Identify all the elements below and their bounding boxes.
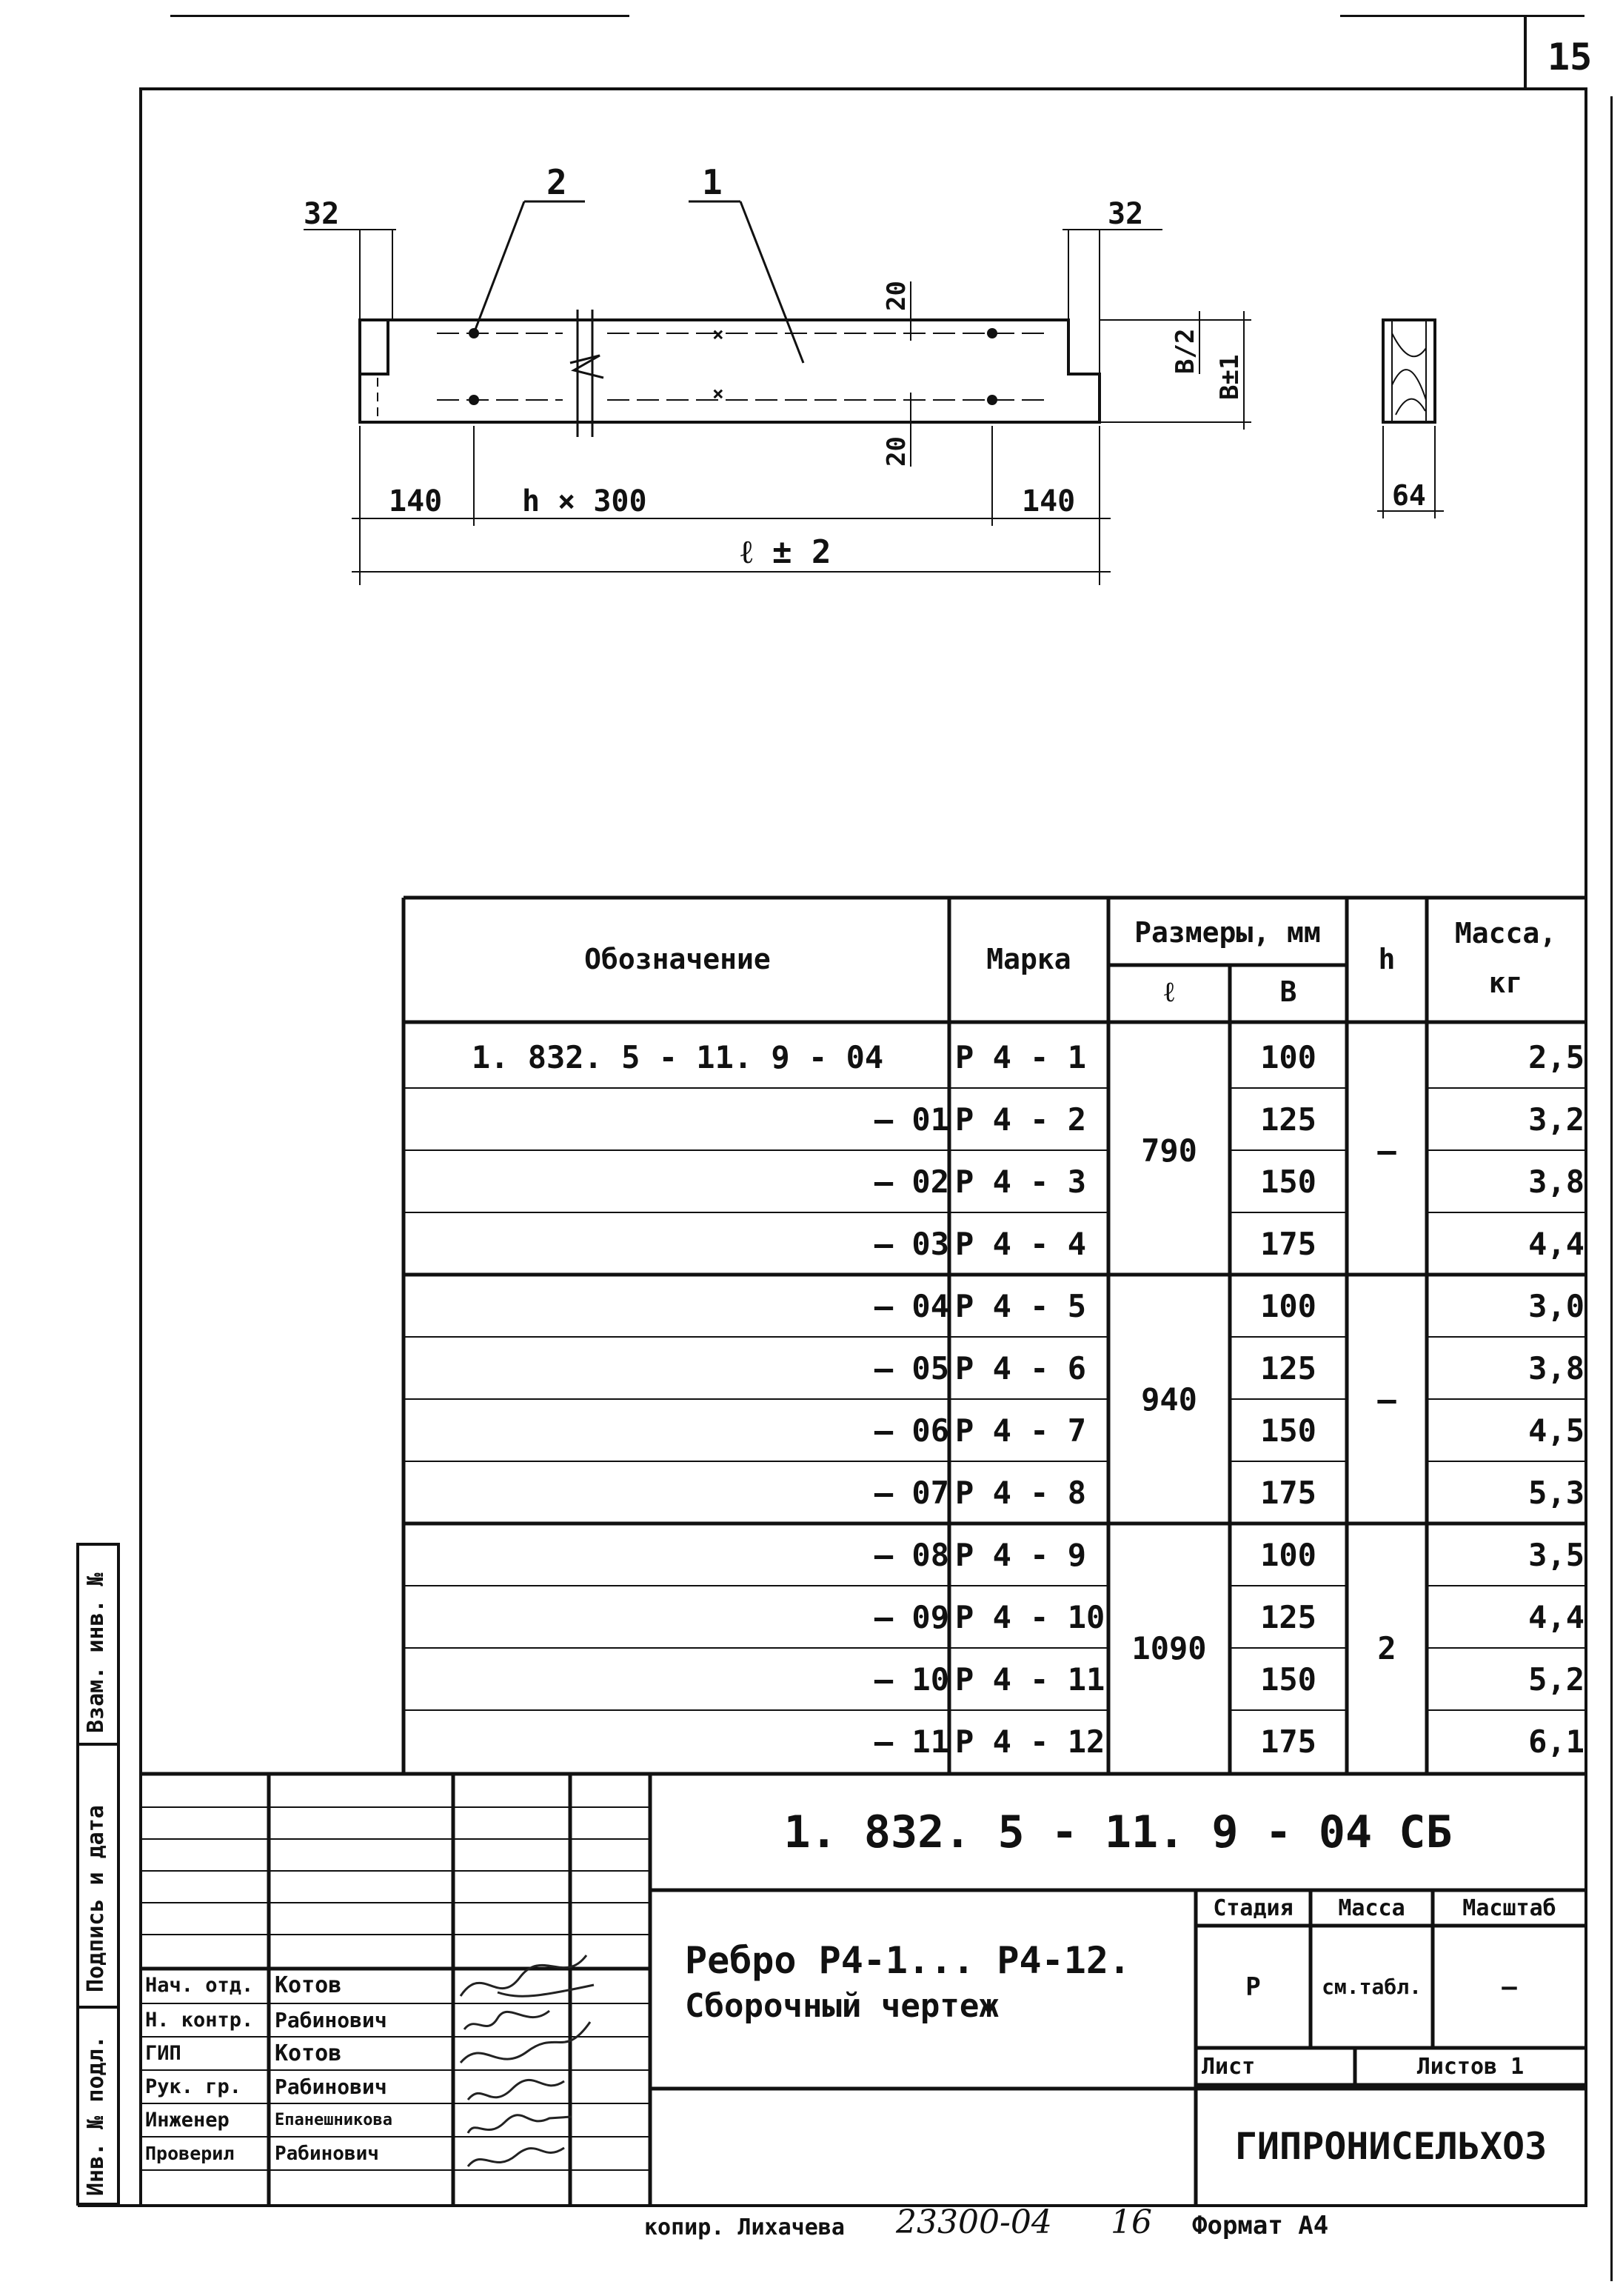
row-7-mark: Р 4 - 7 (955, 1412, 1087, 1449)
row-12-mark: Р 4 - 12 (955, 1723, 1105, 1760)
signature-1 (461, 1955, 594, 1996)
staff-role-6: Проверил (145, 2143, 235, 2164)
staff-role-2: Н. контр. (145, 2009, 254, 2032)
side-stamp-replace-inv: Взам. инв. № (83, 1572, 109, 1733)
side-stamp-inv-sub: Инв. № подл. (83, 2035, 109, 2196)
page-number: 15 (1547, 36, 1593, 79)
row-7-b: 150 (1260, 1412, 1316, 1449)
mass-value: см.табл. (1322, 1975, 1422, 1999)
row-1-designation: 1. 832. 5 - 11. 9 - 04 (471, 1038, 884, 1075)
dim-end-right: 140 (1022, 484, 1076, 518)
group-2-l: 940 (1141, 1381, 1197, 1418)
dim-top-gap: 20 (882, 281, 911, 311)
dim-width: B±1 (1215, 354, 1245, 400)
organization: ГИПРОНИСЕЛЬХОЗ (1234, 2125, 1547, 2168)
callout-1: 1 (702, 162, 723, 202)
row-2-mark: Р 4 - 2 (955, 1101, 1087, 1138)
order-number: 23300-04 (896, 2203, 1052, 2241)
staff-role-3: ГИП (145, 2042, 181, 2065)
staff-name-4: Рабинович (275, 2075, 387, 2099)
header-mark: Марка (986, 943, 1071, 975)
row-9-mass: 3,5 (1528, 1536, 1584, 1573)
header-mass: Масса, (1454, 917, 1557, 950)
row-7-mass: 4,5 (1528, 1412, 1584, 1449)
row-2-mass: 3,2 (1528, 1101, 1584, 1138)
row-12-designation: — 11 (874, 1723, 949, 1760)
row-9-mark: Р 4 - 9 (955, 1536, 1087, 1573)
row-3-mark: Р 4 - 3 (955, 1163, 1087, 1200)
row-11-mark: Р 4 - 11 (955, 1661, 1105, 1698)
staff-role-5: Инженер (145, 2109, 230, 2132)
row-11-designation: — 10 (874, 1661, 949, 1698)
signature-6 (468, 2148, 564, 2166)
row-10-b: 125 (1260, 1598, 1316, 1635)
copy-number: 16 (1111, 2203, 1152, 2241)
sheets-count: Листов 1 (1416, 2053, 1525, 2080)
row-3-designation: — 02 (874, 1163, 949, 1200)
row-6-mass: 3,8 (1528, 1349, 1584, 1386)
row-1-b: 100 (1260, 1038, 1316, 1075)
dim-thickness: 64 (1392, 479, 1426, 512)
dim-half-width: B/2 (1171, 328, 1200, 374)
format-label: Формат А4 (1192, 2211, 1329, 2240)
dim-left-offset: 32 (304, 197, 340, 231)
group-1-h: — (1377, 1132, 1396, 1169)
row-8-mass: 5,3 (1528, 1474, 1584, 1511)
group-3-l: 1090 (1131, 1629, 1207, 1666)
row-4-designation: — 03 (874, 1225, 949, 1262)
signature-5 (468, 2115, 572, 2133)
row-8-mark: Р 4 - 8 (955, 1474, 1087, 1511)
row-8-designation: — 07 (874, 1474, 949, 1511)
row-10-designation: — 09 (874, 1598, 949, 1635)
svg-text:×: × (712, 383, 724, 405)
stage-label: Стадия (1213, 1895, 1294, 1921)
row-3-b: 150 (1260, 1163, 1316, 1200)
header-h: h (1378, 943, 1396, 975)
staff-name-5: Епанешникова (275, 2111, 392, 2129)
dim-length: ℓ ± 2 (740, 533, 831, 571)
row-2-b: 125 (1260, 1101, 1316, 1138)
dim-bottom-gap: 20 (882, 436, 911, 467)
group-1-l: 790 (1141, 1132, 1197, 1169)
row-11-b: 150 (1260, 1661, 1316, 1698)
row-5-mark: Р 4 - 5 (955, 1287, 1087, 1324)
copied-by: копир. Лихачева (644, 2215, 845, 2240)
header-l: ℓ (1163, 975, 1175, 1008)
row-11-mass: 5,2 (1528, 1661, 1584, 1698)
staff-name-3: Котов (275, 2040, 342, 2066)
row-9-b: 100 (1260, 1536, 1316, 1573)
svg-text:×: × (712, 324, 724, 346)
staff-role-4: Рук. гр. (145, 2075, 242, 2098)
row-6-mark: Р 4 - 6 (955, 1349, 1087, 1386)
dim-end-left: 140 (389, 484, 443, 518)
row-1-mass: 2,5 (1528, 1038, 1584, 1075)
row-1-mark: Р 4 - 1 (955, 1038, 1087, 1075)
staff-role-1: Нач. отд. (145, 1974, 254, 1997)
row-8-b: 175 (1260, 1474, 1316, 1511)
row-6-designation: — 05 (874, 1349, 949, 1386)
row-3-mass: 3,8 (1528, 1163, 1584, 1200)
group-2-h: — (1377, 1381, 1396, 1418)
title-line-2: Сборочный чертеж (685, 1987, 999, 2025)
drawing-title (685, 1937, 1131, 2027)
group-3-h: 2 (1377, 1629, 1396, 1666)
signature-2 (464, 2011, 549, 2029)
doc-code: 1. 832. 5 - 11. 9 - 04 СБ (783, 1806, 1453, 1858)
row-5-mass: 3,0 (1528, 1287, 1584, 1324)
row-10-mark: Р 4 - 10 (955, 1598, 1105, 1635)
scale-value: — (1502, 1972, 1517, 2002)
dim-right-offset: 32 (1108, 197, 1144, 231)
header-sizes: Размеры, мм (1134, 916, 1321, 949)
staff-name-6: Рабинович (275, 2142, 379, 2165)
row-5-b: 100 (1260, 1287, 1316, 1324)
row-6-b: 125 (1260, 1349, 1316, 1386)
dim-pitch: h × 300 (522, 484, 647, 518)
row-4-b: 175 (1260, 1225, 1316, 1262)
header-designation: Обозначение (584, 943, 771, 975)
side-stamp-signature-date: Подпись и дата (83, 1805, 109, 1992)
row-4-mass: 4,4 (1528, 1225, 1584, 1262)
callout-2: 2 (546, 162, 567, 202)
stage-value: Р (1245, 1972, 1261, 2002)
header-b: B (1279, 975, 1297, 1008)
row-5-designation: — 04 (874, 1287, 949, 1324)
signatures (453, 1933, 601, 2207)
row-10-mass: 4,4 (1528, 1598, 1584, 1635)
staff-name-1: Котов (275, 1972, 342, 1998)
staff-name-2: Рабинович (275, 2008, 387, 2032)
row-9-designation: — 08 (874, 1536, 949, 1573)
title-line-1: Ребро Р4-1... Р4-12. (685, 1939, 1131, 1982)
sheet-label: Лист (1202, 2053, 1256, 2080)
row-2-designation: — 01 (874, 1101, 949, 1138)
row-12-b: 175 (1260, 1723, 1316, 1760)
row-12-mass: 6,1 (1528, 1723, 1584, 1760)
header-mass-unit: кг (1488, 967, 1523, 999)
mass-label: Масса (1338, 1895, 1405, 1921)
scale-label: Масштаб (1462, 1895, 1556, 1921)
row-4-mark: Р 4 - 4 (955, 1225, 1087, 1262)
row-7-designation: — 06 (874, 1412, 949, 1449)
signature-3 (461, 2022, 590, 2063)
signature-4 (468, 2080, 564, 2100)
